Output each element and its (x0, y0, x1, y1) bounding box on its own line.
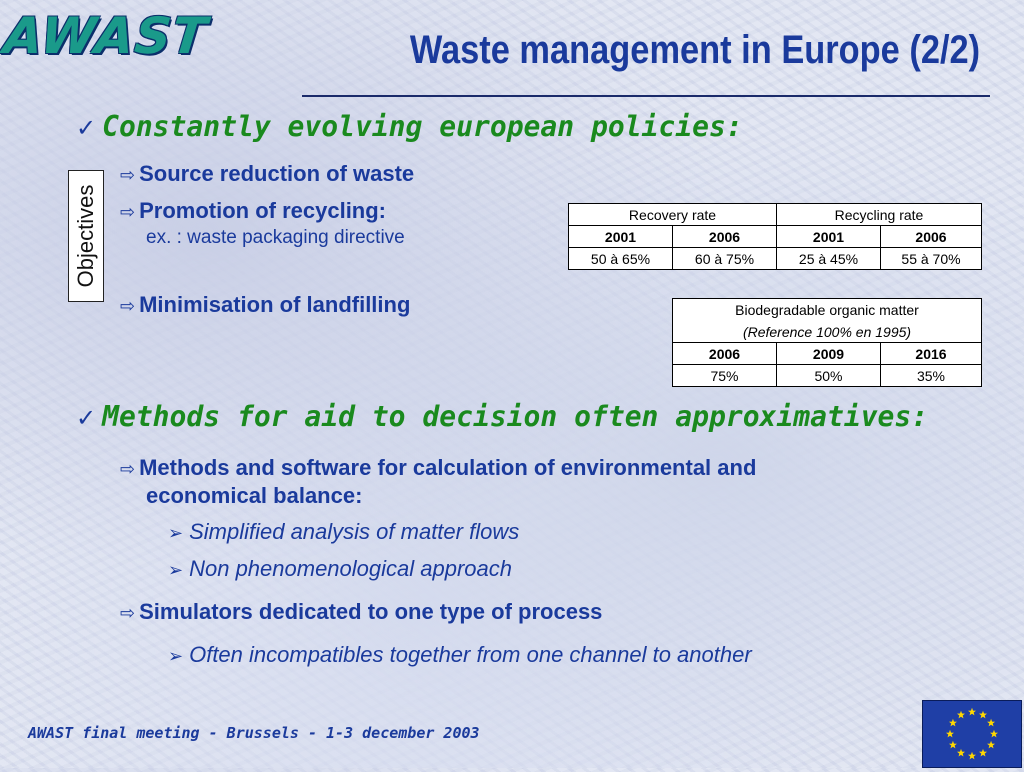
list-item-simulators (120, 599, 602, 625)
table-cell-value: 60 à 75% (673, 248, 777, 270)
table-cell-year: 2016 (881, 343, 982, 365)
hollow-arrow-icon: ⇨ (120, 603, 136, 624)
star-icon (979, 749, 987, 757)
list-item-label-continued: economical balance: (146, 483, 363, 508)
list-item-promotion-recycling (120, 198, 386, 224)
sub-list-item-label: Often incompatibles together from one channel to another (189, 642, 752, 667)
star-icon (957, 711, 965, 719)
table-cell-value: 35% (881, 365, 982, 387)
table-header-cell: Recycling rate (777, 204, 982, 226)
table-header-cell: Recovery rate (569, 204, 777, 226)
table-subtitle-cell: (Reference 100% en 1995) (673, 321, 982, 343)
list-item-methods-software (120, 455, 756, 481)
check-icon: ✓ (76, 404, 97, 432)
biodegradable-matter-table (672, 298, 982, 387)
page-title: Waste management in Europe (2/2) (409, 28, 980, 72)
awast-logo: AWAST (0, 7, 211, 65)
star-icon (987, 741, 995, 749)
table-header-row (569, 204, 982, 226)
eu-flag-stars (923, 701, 1021, 767)
footer-text: AWAST final meeting - Brussels - 1-3 december 2003 (28, 724, 480, 742)
star-icon (968, 752, 976, 760)
list-item-label: Minimisation of landfilling (139, 292, 411, 317)
hollow-arrow-icon: ⇨ (120, 459, 136, 480)
table-subtitle-row (673, 321, 982, 343)
star-icon (957, 749, 965, 757)
sub-list-item-label: Simplified analysis of matter flows (189, 519, 520, 544)
objectives-label-box (68, 170, 104, 302)
star-icon (949, 719, 957, 727)
table-cell-value: 50 à 65% (569, 248, 673, 270)
section-heading-policies-text: Constantly evolving european policies: (102, 110, 743, 143)
list-item-subtext: ex. : waste packaging directive (146, 227, 405, 248)
sub-list-item-label: Non phenomenological approach (189, 556, 512, 581)
list-item-source-reduction (120, 161, 414, 187)
star-icon (946, 730, 954, 738)
table-cell-year: 2006 (673, 343, 777, 365)
hollow-arrow-icon: ⇨ (120, 296, 136, 317)
list-item-label: Methods and software for calculation of environmental and (139, 455, 757, 480)
check-icon: ✓ (76, 114, 97, 142)
section-heading-methods-text: Methods for aid to decision often approximatives: (102, 400, 929, 433)
table-cell-value: 55 à 70% (881, 248, 982, 270)
star-icon (987, 719, 995, 727)
table-cell-value: 50% (777, 365, 881, 387)
triangle-bullet-icon: ➢ (168, 646, 184, 667)
table-row (569, 226, 982, 248)
star-icon (990, 730, 998, 738)
triangle-bullet-icon: ➢ (168, 523, 184, 544)
table-cell-year: 2006 (673, 226, 777, 248)
table-title-cell: Biodegradable organic matter (673, 299, 982, 322)
recycling-rates-table (568, 203, 982, 270)
table-cell-year: 2001 (777, 226, 881, 248)
eu-flag-icon (922, 700, 1022, 768)
title-divider (302, 95, 990, 97)
star-icon (979, 711, 987, 719)
objectives-label: Objectives (73, 184, 98, 288)
table-row (569, 248, 982, 270)
hollow-arrow-icon: ⇨ (120, 165, 136, 186)
star-icon (968, 708, 976, 716)
list-item-label: Promotion of recycling: (139, 198, 387, 223)
sub-list-item (168, 556, 512, 582)
star-icon (949, 741, 957, 749)
hollow-arrow-icon: ⇨ (120, 202, 136, 223)
list-item-label: Source reduction of waste (139, 161, 415, 186)
table-cell-value: 25 à 45% (777, 248, 881, 270)
sub-list-item (168, 519, 519, 545)
table-cell-value: 75% (673, 365, 777, 387)
table-cell-year: 2009 (777, 343, 881, 365)
table-cell-year: 2001 (569, 226, 673, 248)
section-heading-policies (76, 110, 743, 143)
section-heading-methods (76, 400, 928, 433)
list-item-minimisation-landfilling (120, 292, 410, 318)
sub-list-item (168, 642, 752, 668)
table-title-row (673, 299, 982, 322)
table-cell-year: 2006 (881, 226, 982, 248)
list-item-label: Simulators dedicated to one type of process (139, 599, 603, 624)
triangle-bullet-icon: ➢ (168, 560, 184, 581)
table-row (673, 365, 982, 387)
table-row (673, 343, 982, 365)
